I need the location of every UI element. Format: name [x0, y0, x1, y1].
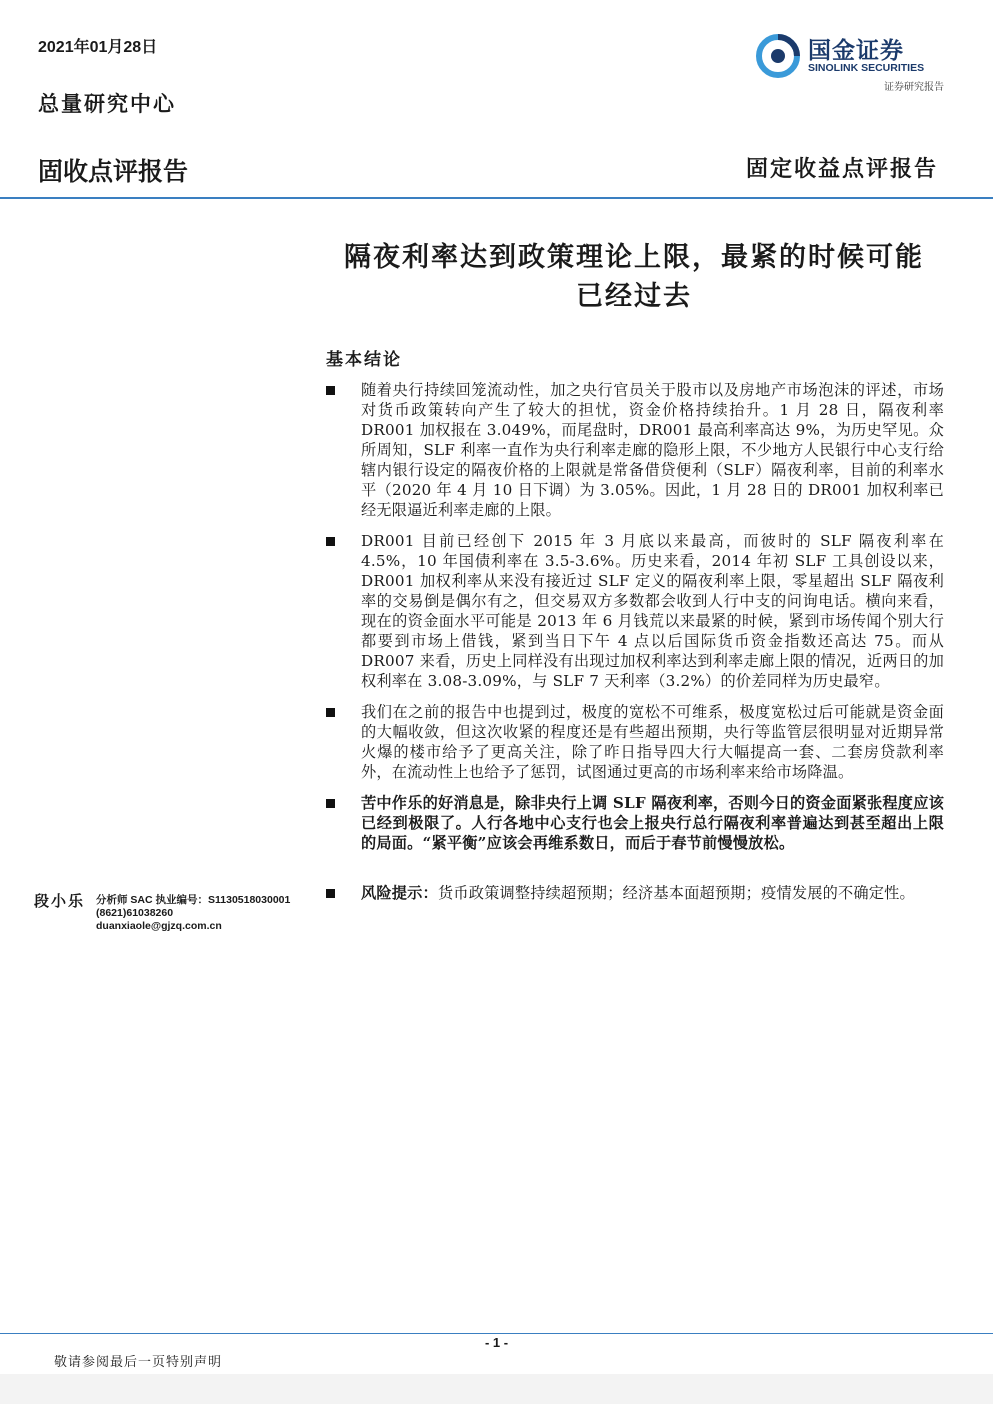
report-title-line-1: 隔夜利率达到政策理论上限，最紧的时候可能	[344, 242, 924, 273]
research-center: 总量研究中心	[38, 91, 176, 116]
page-number: - 1 -	[484, 1335, 509, 1350]
company-logo	[756, 32, 946, 94]
bullet-square-icon	[326, 799, 335, 808]
report-date: 2021年01月28日	[38, 39, 158, 56]
risk-label: 风险提示：	[361, 884, 438, 902]
bullet-square-icon	[326, 708, 335, 717]
analyst-info	[96, 894, 290, 933]
sinolink-logo-icon	[756, 34, 800, 78]
report-title-line-2: 已经过去	[576, 281, 692, 312]
bullet-square-icon	[326, 537, 335, 546]
disclaimer: 敬请参阅最后一页特别声明	[54, 1355, 223, 1370]
list-item-text: 苦中作乐的好消息是，除非央行上调 SLF 隔夜利率，否则今日的资金面紧张程度应该已经到极限了。人行各地中心支行也会上报央行总行隔夜利率普遍达到甚至超出上限的局面。“紧平衡”应该会再维系数日，而后于春节前慢慢放松。	[361, 794, 944, 852]
conclusion-list	[326, 380, 944, 903]
header-divider	[0, 197, 993, 199]
section-heading: 基本结论	[326, 350, 402, 370]
list-item-text: DR001 目前已经创下 2015 年 3 月底以来最高，而彼时的 SLF 隔夜利率在 4.5%，10 年国债利率在 3.5-3.6%。历史来看，2014 年初 SLF 工具创设以来，DR001 加权利率从来没有接近过 SLF 定义的隔夜利率上限，零星超出 SLF 隔夜利率的交易倒是偶尔有之，但交易双方多数都会收到人行中支的问询电话。横向来看，现在的资金面水平可能是 2013 年 6 月钱荒以来最紧的时候，紧到市场传闻个别大行都要到市场上借钱，紧到当日下午 4 点以后国际货币资金指数还高达 75。而从 DR007 来看，历史上同样没有出现过加权利率达到利率走廊上限的情况，近两日的加权利率在 3.08-3.09%，与 SLF 7 天利率（3.2%）的价差同样为历史最窄。	[361, 532, 944, 690]
logo-name-en: SINOLINK SECURITIES	[808, 62, 925, 74]
report-type-right: 固定收益点评报告	[745, 156, 938, 182]
analyst-name: 段小乐	[34, 892, 86, 910]
analyst-sac-number: 分析师 SAC 执业编号：S1130518030001	[96, 894, 291, 906]
analyst-phone: (8621)61038260	[96, 907, 174, 919]
list-item	[326, 380, 944, 520]
list-item-text: 我们在之前的报告中也提到过，极度的宽松不可维系，极度宽松过后可能就是资金面的大幅收敛，但这次收紧的程度还是有些超出预期，央行等监管层很明显对近期异常火爆的楼市给予了更高关注，除了昨日指导四大行大幅提高一套、二套房贷款利率外，在流动性上也给予了惩罚，试图通过更高的市场利率来给市场降温。	[361, 703, 944, 781]
bullet-square-icon	[326, 889, 335, 898]
footer-divider	[0, 1333, 993, 1334]
footer-band	[0, 1374, 993, 1404]
risk-item	[326, 883, 944, 903]
bullet-square-icon	[326, 386, 335, 395]
list-item	[326, 702, 944, 782]
report-type-left: 固收点评报告	[38, 157, 189, 186]
risk-text: 货币政策调整持续超预期；经济基本面超预期；疫情发展的不确定性。	[437, 884, 915, 902]
list-item-text: 随着央行持续回笼流动性，加之央行官员关于股市以及房地产市场泡沫的评述，市场对货币政策转向产生了较大的担忧，资金价格持续抬升。1 月 28 日，隔夜利率 DR001 加权报在 3.049%，而尾盘时，DR001 最高利率高达 9%，为历史罕见。众所周知，SLF 利率一直作为央行利率走廊的隐形上限，不少地方人民银行中心支行给辖内银行设定的隔夜价格的上限就是常备借贷便利（SLF）隔夜利率，目前的利率水平（2020 年 4 月 10 日下调）为 3.05%。因此，1 月 28 日的 DR001 加权利率已经无限逼近利率走廊的上限。	[361, 381, 944, 519]
logo-subtitle: 证券研究报告	[884, 82, 944, 93]
logo-name-cn: 国金证券	[808, 38, 904, 64]
list-item	[326, 531, 944, 691]
report-title	[324, 238, 944, 316]
list-item	[326, 793, 944, 853]
analyst-email[interactable]: duanxiaole@gjzq.com.cn	[96, 920, 222, 932]
